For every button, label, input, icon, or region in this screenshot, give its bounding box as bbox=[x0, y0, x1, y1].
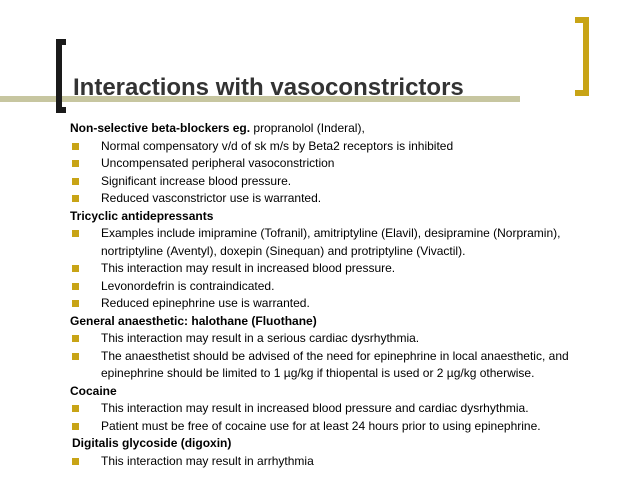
heading-plain-text: propranolol (Inderal), bbox=[250, 121, 365, 135]
square-bullet-icon bbox=[72, 458, 79, 465]
heading-bold-text: Digitalis glycoside (digoxin) bbox=[72, 436, 232, 450]
list-item bbox=[70, 348, 600, 383]
list-item-text: This interaction may result in a serious cardiac dysrhythmia. bbox=[101, 331, 420, 345]
heading-bold-text: Cocaine bbox=[70, 383, 117, 398]
square-bullet-icon bbox=[72, 195, 79, 202]
list-item-text: Patient must be free of cocaine use for at least 24 hours prior to using epinephrine. bbox=[101, 418, 541, 433]
square-bullet-icon bbox=[72, 265, 79, 272]
square-bullet-icon bbox=[72, 283, 79, 290]
list-item bbox=[70, 330, 600, 348]
slide-title: Interactions with vasoconstrictors bbox=[73, 74, 464, 101]
heading-bold-text: Non-selective beta-blockers eg. bbox=[70, 121, 251, 135]
heading-bold-text: General anaesthetic: halothane (Fluothane) bbox=[70, 313, 317, 328]
right-bracket-decoration bbox=[575, 17, 589, 96]
list-item-text: This interaction may result in arrhythmia bbox=[101, 453, 314, 468]
list-item bbox=[70, 418, 600, 436]
slide-content bbox=[70, 120, 600, 470]
square-bullet-icon bbox=[72, 178, 79, 185]
list-item-text: The anaesthetist should be advised of the need for epinephrine in local anaesthetic, and epinephrine should be limited to 1 µg/kg if thiopental is used or 2 µg/kg otherwise. bbox=[101, 348, 569, 380]
square-bullet-icon bbox=[72, 300, 79, 307]
list-item-text: This interaction may result in increased blood pressure and cardiac dysrhythmia. bbox=[101, 401, 529, 415]
list-item-text: Reduced epinephrine use is warranted. bbox=[101, 296, 310, 310]
list-item bbox=[70, 155, 600, 173]
square-bullet-icon bbox=[72, 143, 79, 150]
list-item bbox=[70, 453, 600, 471]
square-bullet-icon bbox=[72, 423, 79, 430]
list-item bbox=[70, 225, 600, 260]
square-bullet-icon bbox=[72, 353, 79, 360]
list-item-text: This interaction may result in increased blood pressure. bbox=[101, 261, 396, 275]
list-item bbox=[70, 295, 600, 313]
section-heading-digoxin bbox=[70, 435, 600, 453]
section-heading-halothane bbox=[70, 313, 600, 331]
list-item-text: Levonordefrin is contraindicated. bbox=[101, 278, 275, 293]
heading-bold-text: Tricyclic antidepressants bbox=[70, 208, 214, 223]
section-heading-tricyclic bbox=[70, 208, 600, 226]
list-item-text: Normal compensatory v/d of sk m/s by Beta2 receptors is inhibited bbox=[101, 138, 454, 153]
list-item-text: Significant increase blood pressure. bbox=[101, 173, 292, 188]
list-item bbox=[70, 400, 600, 418]
square-bullet-icon bbox=[72, 230, 79, 237]
square-bullet-icon bbox=[72, 160, 79, 167]
left-bracket-decoration bbox=[56, 39, 66, 113]
list-item bbox=[70, 138, 600, 156]
section-heading-cocaine bbox=[70, 383, 600, 401]
list-item bbox=[70, 278, 600, 296]
square-bullet-icon bbox=[72, 335, 79, 342]
list-item-text: Uncompensated peripheral vasoconstriction bbox=[101, 156, 335, 170]
square-bullet-icon bbox=[72, 405, 79, 412]
list-item bbox=[70, 260, 600, 278]
list-item bbox=[70, 173, 600, 191]
list-item-text: Examples include imipramine (Tofranil), amitriptyline (Elavil), desipramine (Norpramin), nortriptyline (Aventyl), doxepin (Sinequan) and protriptyline (Vivactil). bbox=[101, 226, 561, 258]
section-heading-beta-blockers bbox=[70, 120, 600, 138]
list-item-text: Reduced vasconstrictor use is warranted. bbox=[101, 191, 322, 205]
list-item bbox=[70, 190, 600, 208]
